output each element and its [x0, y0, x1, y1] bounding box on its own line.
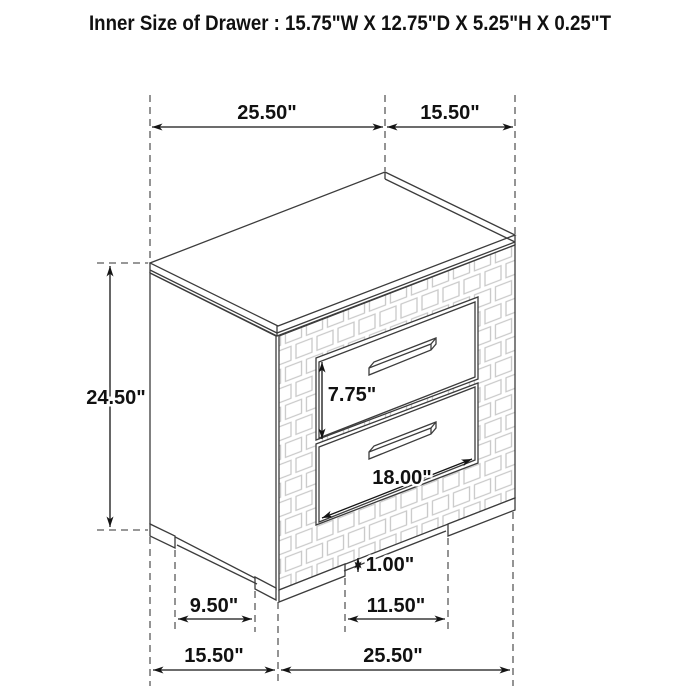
dim-overall-height-label: 24.50"	[86, 387, 146, 409]
dim-base-height-label: 1.00"	[365, 554, 415, 576]
dim-top-depth-label: 15.50"	[420, 102, 480, 124]
dim-bottom-width-label: 25.50"	[363, 645, 423, 667]
dim-drawer-front-width-label: 18.00"	[372, 467, 432, 489]
diagram-title: Inner Size of Drawer : 15.75"W X 12.75"D X 5.25"H X 0.25"T	[89, 12, 612, 35]
dim-top-width-label: 25.50"	[237, 102, 297, 124]
dim-base-height	[358, 554, 414, 576]
dim-drawer-front-height-label: 7.75"	[327, 384, 377, 406]
dim-side-leg-spacing-label: 9.50"	[189, 595, 239, 617]
dim-bottom-depth-label: 15.50"	[184, 645, 244, 667]
dim-front-leg-spacing-label: 11.50"	[366, 595, 426, 617]
